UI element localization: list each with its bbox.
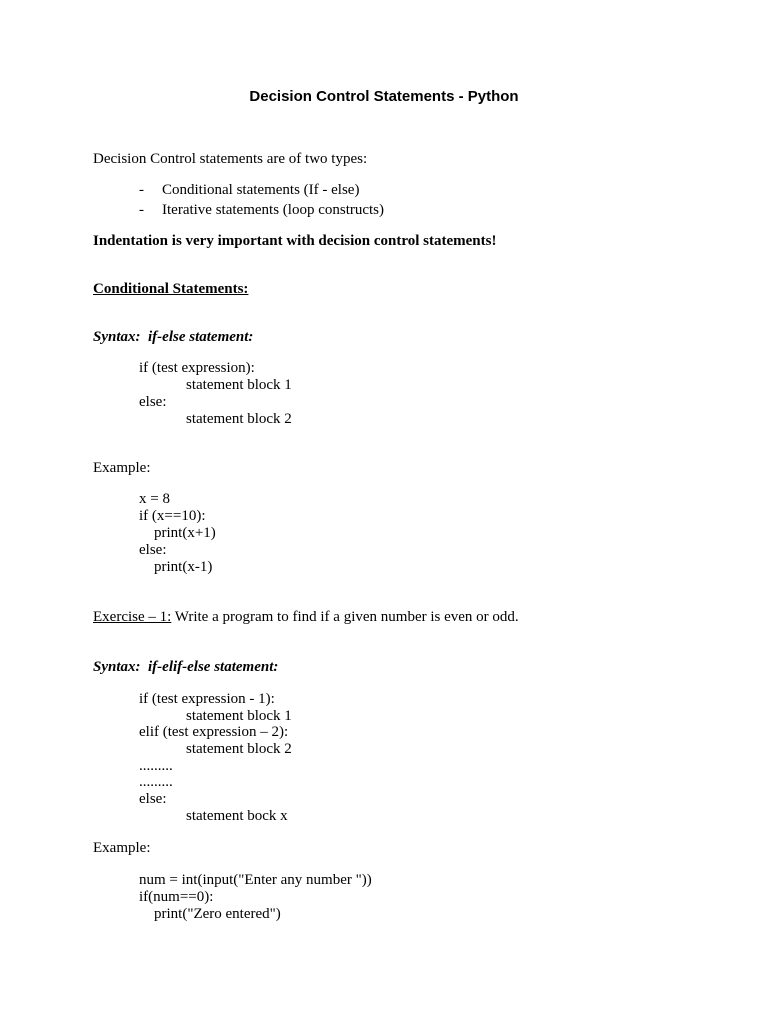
code-line: statement bock x	[186, 808, 288, 824]
syntax-heading-if-else: Syntax: if-else statement:	[93, 329, 254, 345]
code-line: elif (test expression – 2):	[139, 724, 289, 740]
code-line: num = int(input("Enter any number "))	[139, 872, 372, 888]
code-line: statement block 2	[186, 741, 292, 757]
indentation-note: Indentation is very important with decision control statements!	[93, 233, 497, 249]
example-label: Example:	[93, 840, 151, 856]
section-heading-conditional: Conditional Statements:	[93, 281, 249, 297]
intro-paragraph: Decision Control statements are of two types:	[93, 151, 368, 167]
code-line: if (test expression):	[139, 360, 255, 376]
code-line: .........	[139, 774, 173, 790]
exercise-label: Exercise – 1:	[93, 609, 172, 625]
code-line: .........	[139, 758, 173, 774]
example-label: Example:	[93, 460, 151, 476]
code-line: x = 8	[139, 491, 170, 507]
code-line: else:	[139, 394, 167, 410]
bullet-marker: -	[139, 202, 144, 218]
syntax-heading-if-elif-else: Syntax: if-elif-else statement:	[93, 659, 279, 675]
exercise-text: Write a program to find if a given number is even or odd.	[171, 609, 519, 625]
code-line: print(x+1)	[154, 525, 216, 541]
exercise-paragraph	[93, 609, 519, 626]
code-line: statement block 2	[186, 411, 292, 427]
code-line: statement block 1	[186, 708, 292, 724]
bullet-item-conditional: Conditional statements (If - else)	[162, 182, 360, 198]
code-line: else:	[139, 542, 167, 558]
bullet-item-iterative: Iterative statements (loop constructs)	[162, 202, 385, 218]
code-line: statement block 1	[186, 377, 292, 393]
code-line: if (x==10):	[139, 508, 206, 524]
code-line: print(x-1)	[154, 559, 213, 575]
code-line: if(num==0):	[139, 889, 214, 905]
code-line: if (test expression - 1):	[139, 691, 275, 707]
code-line: print("Zero entered")	[154, 906, 281, 922]
code-line: else:	[139, 791, 167, 807]
bullet-marker: -	[139, 182, 144, 198]
document-title: Decision Control Statements - Python	[249, 88, 519, 105]
